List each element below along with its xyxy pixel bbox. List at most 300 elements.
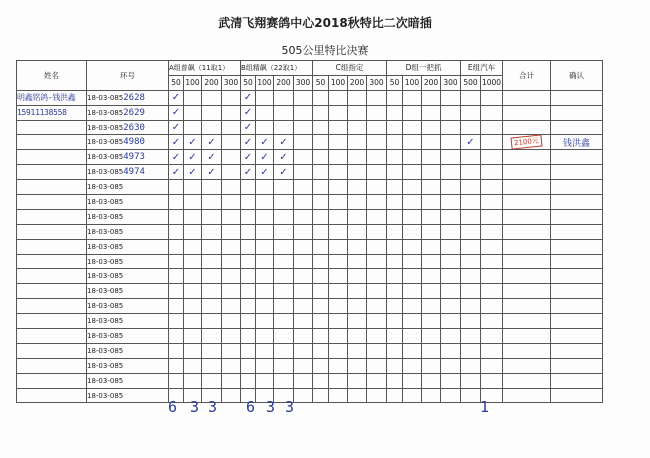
entry-cell <box>329 358 348 373</box>
entry-cell <box>222 284 241 299</box>
entry-cell <box>441 120 461 135</box>
check-mark: ✓ <box>260 151 269 163</box>
entry-cell <box>222 358 241 373</box>
entry-cell <box>202 269 222 284</box>
entry-cell <box>387 343 403 358</box>
entry-cell <box>241 299 256 314</box>
entry-cell <box>422 284 441 299</box>
entry-cell <box>481 239 503 254</box>
entry-cell <box>313 150 329 165</box>
check-mark: ✓ <box>466 136 475 148</box>
total-cell <box>503 239 551 254</box>
entry-cell <box>294 209 313 224</box>
entry-cell <box>481 224 503 239</box>
entry-cell <box>241 269 256 284</box>
entry-cell <box>294 120 313 135</box>
entry-cell <box>256 90 274 105</box>
entry-cell <box>169 224 184 239</box>
entry-cell <box>184 254 202 269</box>
entry-cell <box>481 314 503 329</box>
ring-cell <box>87 373 169 388</box>
table-row <box>17 165 603 180</box>
entry-cell <box>169 358 184 373</box>
distance-header: 100 <box>256 75 274 90</box>
entry-cell <box>422 299 441 314</box>
entry-cell <box>169 209 184 224</box>
entry-cell <box>481 180 503 195</box>
entry-cell <box>313 299 329 314</box>
entry-cell <box>169 254 184 269</box>
entry-cell <box>422 329 441 344</box>
entry-cell <box>329 314 348 329</box>
entry-cell <box>441 209 461 224</box>
entry-cell <box>222 209 241 224</box>
entry-cell <box>256 180 274 195</box>
header-name: 姓名 <box>17 61 87 91</box>
entry-cell <box>387 209 403 224</box>
entry-cell <box>313 373 329 388</box>
entry-cell <box>256 358 274 373</box>
table-row <box>17 269 603 284</box>
entry-cell <box>403 105 422 120</box>
ring-cell <box>87 224 169 239</box>
name-cell <box>17 195 87 210</box>
ring-prefix: 18-03-085 <box>87 227 124 236</box>
name-cell <box>17 180 87 195</box>
entry-cell <box>422 224 441 239</box>
entry-cell <box>422 314 441 329</box>
ring-prefix: 18-03-085 <box>87 346 124 355</box>
entry-cell <box>222 373 241 388</box>
entry-cell <box>441 105 461 120</box>
entry-cell <box>184 180 202 195</box>
entry-cell <box>441 329 461 344</box>
entry-cell <box>202 239 222 254</box>
entry-cell <box>222 343 241 358</box>
entry-cell <box>329 284 348 299</box>
check-mark: ✓ <box>243 166 253 178</box>
entry-cell <box>222 195 241 210</box>
table-row <box>17 284 603 299</box>
entry-cell <box>461 373 481 388</box>
entry-cell <box>184 284 202 299</box>
entry-cell <box>441 224 461 239</box>
entry-cell <box>441 135 461 150</box>
table-row <box>17 239 603 254</box>
table-row <box>17 343 603 358</box>
entry-cell <box>403 165 422 180</box>
entry-cell <box>184 224 202 239</box>
total-cell <box>503 269 551 284</box>
entry-cell <box>256 165 274 180</box>
entry-cell <box>403 150 422 165</box>
check-mark: ✓ <box>207 136 216 148</box>
entry-cell <box>202 299 222 314</box>
entry-cell <box>241 239 256 254</box>
confirm-cell <box>551 209 603 224</box>
entry-cell <box>367 254 387 269</box>
name-cell <box>17 150 87 165</box>
entry-cell <box>481 135 503 150</box>
table-row <box>17 254 603 269</box>
entry-cell <box>274 373 294 388</box>
entry-cell <box>274 90 294 105</box>
entry-cell <box>387 150 403 165</box>
total-cell <box>503 329 551 344</box>
entry-cell <box>422 254 441 269</box>
entry-cell <box>403 388 422 403</box>
entry-cell <box>222 329 241 344</box>
entry-cell <box>241 90 256 105</box>
entry-cell <box>313 90 329 105</box>
confirm-cell <box>551 299 603 314</box>
entry-cell <box>441 165 461 180</box>
entry-cell <box>387 254 403 269</box>
entry-cell <box>348 224 367 239</box>
entry-cell <box>294 180 313 195</box>
entry-cell <box>169 150 184 165</box>
name-cell <box>17 90 87 105</box>
entry-cell <box>481 195 503 210</box>
ring-cell <box>87 284 169 299</box>
distance-header: 100 <box>184 75 202 90</box>
ring-cell <box>87 299 169 314</box>
entry-cell <box>313 195 329 210</box>
entry-cell <box>169 239 184 254</box>
entry-cell <box>387 180 403 195</box>
entry-cell <box>222 90 241 105</box>
confirm-cell <box>551 239 603 254</box>
entry-cell <box>256 209 274 224</box>
entry-cell <box>481 120 503 135</box>
entry-cell <box>461 269 481 284</box>
entry-cell <box>256 135 274 150</box>
entry-cell <box>274 299 294 314</box>
entry-cell <box>241 135 256 150</box>
entry-cell <box>461 180 481 195</box>
entry-cell <box>222 314 241 329</box>
entry-cell <box>387 239 403 254</box>
check-mark: ✓ <box>260 136 269 148</box>
table-row <box>17 105 603 120</box>
entry-cell <box>184 373 202 388</box>
name-cell <box>17 358 87 373</box>
entry-cell <box>348 254 367 269</box>
entry-cell <box>367 165 387 180</box>
entry-cell <box>461 120 481 135</box>
name-cell <box>17 165 87 180</box>
ring-cell <box>87 269 169 284</box>
entry-cell <box>422 269 441 284</box>
entry-cell <box>241 180 256 195</box>
header-total: 合计 <box>503 61 551 91</box>
entry-cell <box>294 224 313 239</box>
entry-cell <box>461 209 481 224</box>
entry-cell <box>202 343 222 358</box>
entry-cell <box>403 90 422 105</box>
entry-cell <box>367 388 387 403</box>
ring-cell <box>87 180 169 195</box>
entry-cell <box>241 284 256 299</box>
entry-rows <box>17 90 603 403</box>
entry-cell <box>202 358 222 373</box>
entry-cell <box>348 209 367 224</box>
ring-prefix: 18-03-085 <box>87 391 124 400</box>
entry-cell <box>169 373 184 388</box>
entry-cell <box>274 150 294 165</box>
entry-cell <box>256 314 274 329</box>
entry-cell <box>184 358 202 373</box>
entry-cell <box>441 90 461 105</box>
ring-cell <box>87 254 169 269</box>
entry-cell <box>403 224 422 239</box>
table-row <box>17 135 603 150</box>
entry-cell <box>313 180 329 195</box>
entry-cell <box>274 195 294 210</box>
entry-cell <box>256 329 274 344</box>
entry-cell <box>367 343 387 358</box>
entry-cell <box>461 165 481 180</box>
distance-header: 50 <box>387 75 403 90</box>
entry-cell <box>256 254 274 269</box>
entry-cell <box>348 239 367 254</box>
entry-cell <box>222 224 241 239</box>
total-cell <box>503 373 551 388</box>
entry-cell <box>184 314 202 329</box>
entry-cell <box>367 180 387 195</box>
entry-cell <box>169 180 184 195</box>
entry-cell <box>184 165 202 180</box>
header-group-c: C组指定 <box>313 61 387 76</box>
check-mark: ✓ <box>171 92 181 104</box>
ring-cell <box>87 195 169 210</box>
distance-header: 200 <box>274 75 294 90</box>
entry-cell <box>294 165 313 180</box>
total-a-2: 3 <box>190 398 200 416</box>
entry-cell <box>387 299 403 314</box>
entry-cell <box>461 314 481 329</box>
confirm-cell <box>551 269 603 284</box>
entry-cell <box>184 209 202 224</box>
entry-cell <box>481 299 503 314</box>
check-mark: ✓ <box>188 151 197 163</box>
entry-cell <box>348 284 367 299</box>
ring-prefix: 18-03-085 <box>87 212 124 221</box>
check-mark: ✓ <box>171 166 181 178</box>
entry-cell <box>294 373 313 388</box>
entry-cell <box>241 329 256 344</box>
entry-cell <box>274 314 294 329</box>
entry-cell <box>329 165 348 180</box>
entry-cell <box>329 343 348 358</box>
entry-cell <box>222 388 241 403</box>
entry-cell <box>202 373 222 388</box>
entry-cell <box>422 135 441 150</box>
ring-prefix: 18-03-085 <box>87 287 124 296</box>
entry-cell <box>387 329 403 344</box>
entry-cell <box>313 329 329 344</box>
table-row <box>17 299 603 314</box>
entry-cell <box>387 314 403 329</box>
total-a-3: 3 <box>208 398 218 416</box>
entry-cell <box>313 165 329 180</box>
entry-cell <box>422 150 441 165</box>
entry-cell <box>461 90 481 105</box>
total-cell <box>503 209 551 224</box>
check-mark: ✓ <box>243 92 253 104</box>
entry-cell <box>422 195 441 210</box>
confirm-cell <box>551 314 603 329</box>
ring-cell <box>87 105 169 120</box>
check-mark: ✓ <box>243 122 253 133</box>
entry-cell <box>222 239 241 254</box>
entry-cell <box>329 135 348 150</box>
ring-prefix: 18-03-085 <box>87 183 124 192</box>
entry-cell <box>422 209 441 224</box>
table-row <box>17 388 603 403</box>
entry-cell <box>367 90 387 105</box>
entry-cell <box>222 120 241 135</box>
ring-prefix: 18-03-085 <box>87 331 124 340</box>
entry-cell <box>481 209 503 224</box>
entry-cell <box>367 150 387 165</box>
entry-cell <box>329 150 348 165</box>
entry-cell <box>313 254 329 269</box>
confirm-cell <box>551 373 603 388</box>
entry-cell <box>241 224 256 239</box>
entry-cell <box>329 373 348 388</box>
entry-cell <box>422 105 441 120</box>
entry-cell <box>256 373 274 388</box>
entry-cell <box>169 165 184 180</box>
entry-cell <box>461 299 481 314</box>
ring-cell <box>87 314 169 329</box>
entry-cell <box>348 358 367 373</box>
distance-header: 200 <box>422 75 441 90</box>
total-cell <box>503 105 551 120</box>
distance-header: 200 <box>348 75 367 90</box>
entry-cell <box>184 90 202 105</box>
entry-cell <box>422 388 441 403</box>
entry-cell <box>274 120 294 135</box>
ring-prefix: 18-03-085 <box>87 93 124 102</box>
entry-cell <box>241 343 256 358</box>
ring-cell <box>87 165 169 180</box>
entry-cell <box>241 120 256 135</box>
table-row <box>17 120 603 135</box>
distance-header: 50 <box>241 75 256 90</box>
entry-cell <box>256 239 274 254</box>
confirm-signature: 钱洪鑫 <box>562 138 590 149</box>
entry-cell <box>329 209 348 224</box>
check-mark: ✓ <box>260 166 269 178</box>
total-cell <box>503 195 551 210</box>
entry-cell <box>348 195 367 210</box>
table-row <box>17 209 603 224</box>
entry-cell <box>481 373 503 388</box>
total-cell <box>503 224 551 239</box>
entry-cell <box>367 314 387 329</box>
confirm-cell <box>551 180 603 195</box>
entry-cell <box>481 254 503 269</box>
entry-cell <box>241 358 256 373</box>
entry-cell <box>313 239 329 254</box>
entry-cell <box>387 90 403 105</box>
check-mark: ✓ <box>171 107 181 119</box>
ring-prefix: 18-03-085 <box>87 153 124 162</box>
entry-cell <box>274 343 294 358</box>
entry-cell <box>294 90 313 105</box>
entry-cell <box>403 343 422 358</box>
ring-prefix: 18-03-085 <box>87 197 124 206</box>
total-cell <box>503 358 551 373</box>
ring-handwritten: 2628 <box>123 92 145 103</box>
confirm-cell <box>551 284 603 299</box>
name-cell <box>17 239 87 254</box>
entry-cell <box>461 329 481 344</box>
ring-prefix: 18-03-085 <box>87 302 124 311</box>
entry-cell <box>403 120 422 135</box>
entry-cell <box>202 90 222 105</box>
distance-header: 200 <box>202 75 222 90</box>
entry-cell <box>256 150 274 165</box>
entry-cell <box>313 343 329 358</box>
total-b-3: 3 <box>285 398 295 416</box>
entry-cell <box>202 284 222 299</box>
entry-cell <box>441 239 461 254</box>
name-cell <box>17 254 87 269</box>
entry-cell <box>481 90 503 105</box>
check-mark: ✓ <box>171 151 181 163</box>
entry-cell <box>461 254 481 269</box>
entry-cell <box>294 358 313 373</box>
entry-cell <box>329 224 348 239</box>
entry-cell <box>184 120 202 135</box>
table-row <box>17 358 603 373</box>
entry-cell <box>441 388 461 403</box>
entry-cell <box>274 329 294 344</box>
entry-cell <box>313 120 329 135</box>
entry-cell <box>294 269 313 284</box>
total-cell <box>503 90 551 105</box>
ring-cell <box>87 343 169 358</box>
name-cell <box>17 314 87 329</box>
table-row <box>17 224 603 239</box>
confirm-cell <box>551 254 603 269</box>
confirm-cell <box>551 90 603 105</box>
entry-cell <box>274 254 294 269</box>
entry-cell <box>403 314 422 329</box>
entry-cell <box>222 165 241 180</box>
header-group-b: B组精飙（22取1） <box>241 61 313 76</box>
check-mark: ✓ <box>243 107 253 119</box>
entry-cell <box>274 358 294 373</box>
check-mark: ✓ <box>171 136 181 148</box>
check-mark: ✓ <box>207 166 216 178</box>
entry-cell <box>184 105 202 120</box>
entry-cell <box>348 343 367 358</box>
ring-prefix: 18-03-085 <box>87 242 124 251</box>
entry-cell <box>461 195 481 210</box>
name-cell <box>17 329 87 344</box>
entry-cell <box>441 195 461 210</box>
handwritten-name: 明鑫铭鸽-钱洪鑫 <box>17 93 76 103</box>
entry-cell <box>387 105 403 120</box>
name-cell <box>17 269 87 284</box>
table-row <box>17 373 603 388</box>
entry-cell <box>313 388 329 403</box>
entry-cell <box>274 269 294 284</box>
